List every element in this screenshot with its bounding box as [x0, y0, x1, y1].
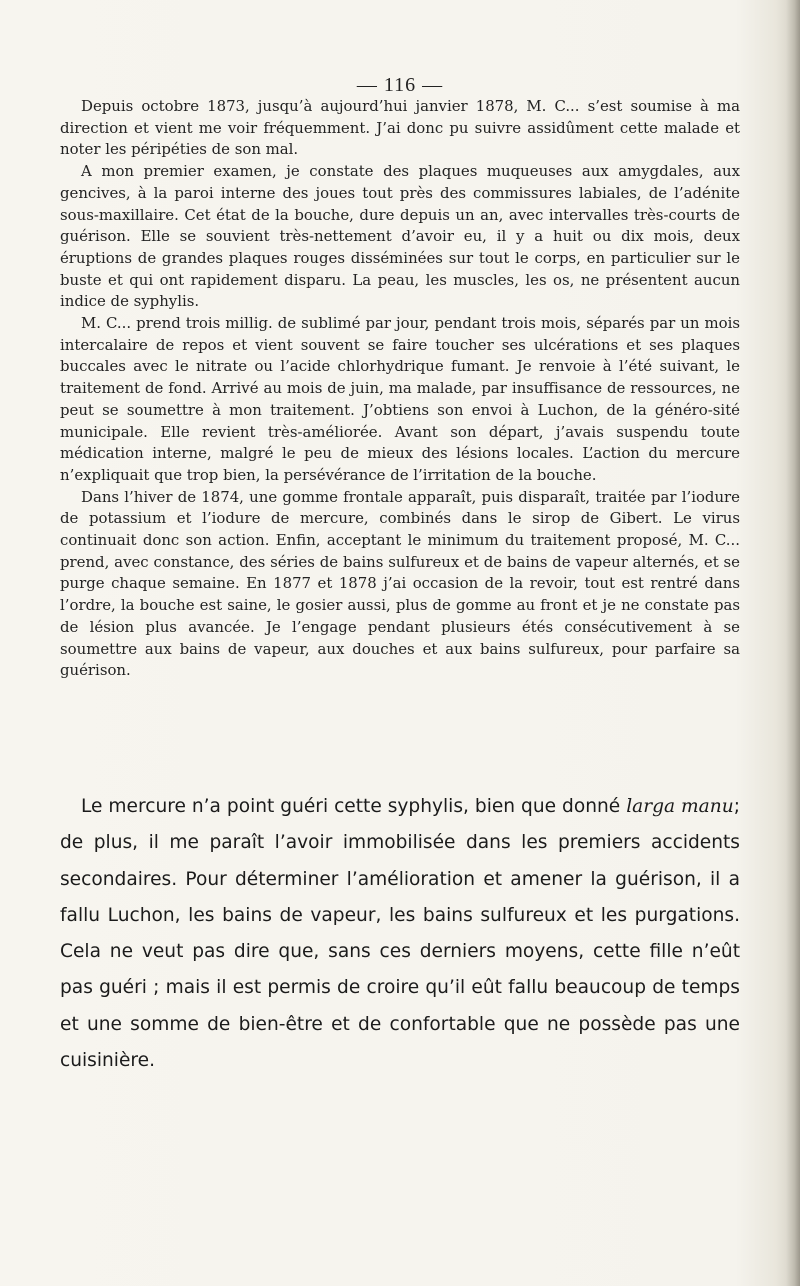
case-notes — [60, 96, 740, 682]
commentary-text-end: ; de plus, il me paraît l’avoir immobilisée dans les premiers accidents secondaires. Pour déterminer l’amélioration et amener la guérison, il a fallu Luchon, les bains de vapeur, les bains sulfureux et les purgations. Cela ne veut pas dire que, sans ces derniers moyens, cette fille n’eût pas guéri ; mais il est permis de croire qu’il eût fallu beaucoup de temps et une somme de bien-être et de confortable que ne possède pas une cuisinière. — [60, 796, 740, 1072]
page-edge-shadow — [786, 0, 800, 1286]
notes-paragraph-2: A mon premier examen, je constate des plaques muqueuses aux amygdales, aux gencives, à la paroi interne des joues tout près des commissures labiales, de l’adénite sous-maxillaire. Cet état de la bouche, dure depuis un an, avec intervalles très-courts de guérison. Elle se souvient très-nettement d’avoir eu, il y a huit ou dix mois, deux éruptions de grandes plaques rouges disséminées sur tout le corps, en particulier sur le buste et qui ont rapidement disparu. La peau, les muscles, les os, ne présentent aucun indice de syphylis. — [60, 162, 740, 311]
commentary-text-start: Le mercure n’a point guéri cette syphylis, bien que donné — [81, 796, 627, 817]
commentary-italic-phrase: larga manu — [626, 796, 734, 817]
page-number: — 116 — — [356, 74, 444, 96]
commentary-paragraph — [60, 789, 740, 1079]
notes-paragraph-3: M. C... prend trois millig. de sublimé par jour, pendant trois mois, séparés par un mois intercalaire de repos et vient souvent se faire toucher ses ulcérations et ses plaques buccales avec le nitrate ou l’acide chlorhydrique fumant. Je renvoie à l’été suivant, le traitement de fond. Arrivé au mois de juin, ma malade, par insuffisance de ressources, ne peut se soumettre à mon traitement. J’obtiens son envoi à Luchon, de la généro-sité municipale. Elle revient très-améliorée. Avant son départ, j’avais suspendu toute médication interne, malgré le peu de mieux des lésions locales. L’action du mercure n’expliquait que trop bien, la persévérance de l’irritation de la bouche. — [60, 314, 740, 484]
notes-paragraph-4: Dans l’hiver de 1874, une gomme frontale apparaît, puis disparaît, traitée par l’iodure de potassium et l’iodure de mercure, combinés dans le sirop de Gibert. Le virus continuait donc son action. Enfin, acceptant le minimum du traitement proposé, M. C... prend, avec constance, des séries de bains sulfureux et de bains de vapeur alternés, et se purge chaque semaine. En 1877 et 1878 j’ai occasion de la revoir, tout est rentré dans l’ordre, la bouche est saine, le gosier aussi, plus de gomme au front et je ne constate pas de lésion plus avancée. Je l’engage pendant plusieurs étés consécutivement à se soumettre aux bains de vapeur, aux douches et aux bains sulfureux, pour parfaire sa guérison. — [60, 487, 740, 680]
notes-paragraph-1: Depuis octobre 1873, jusqu’à aujourd’hui janvier 1878, M. C... s’est soumise à ma direction et vient me voir fréquemment. J’ai donc pu suivre assidûment cette malade et noter les péripéties de son mal. — [60, 97, 740, 159]
